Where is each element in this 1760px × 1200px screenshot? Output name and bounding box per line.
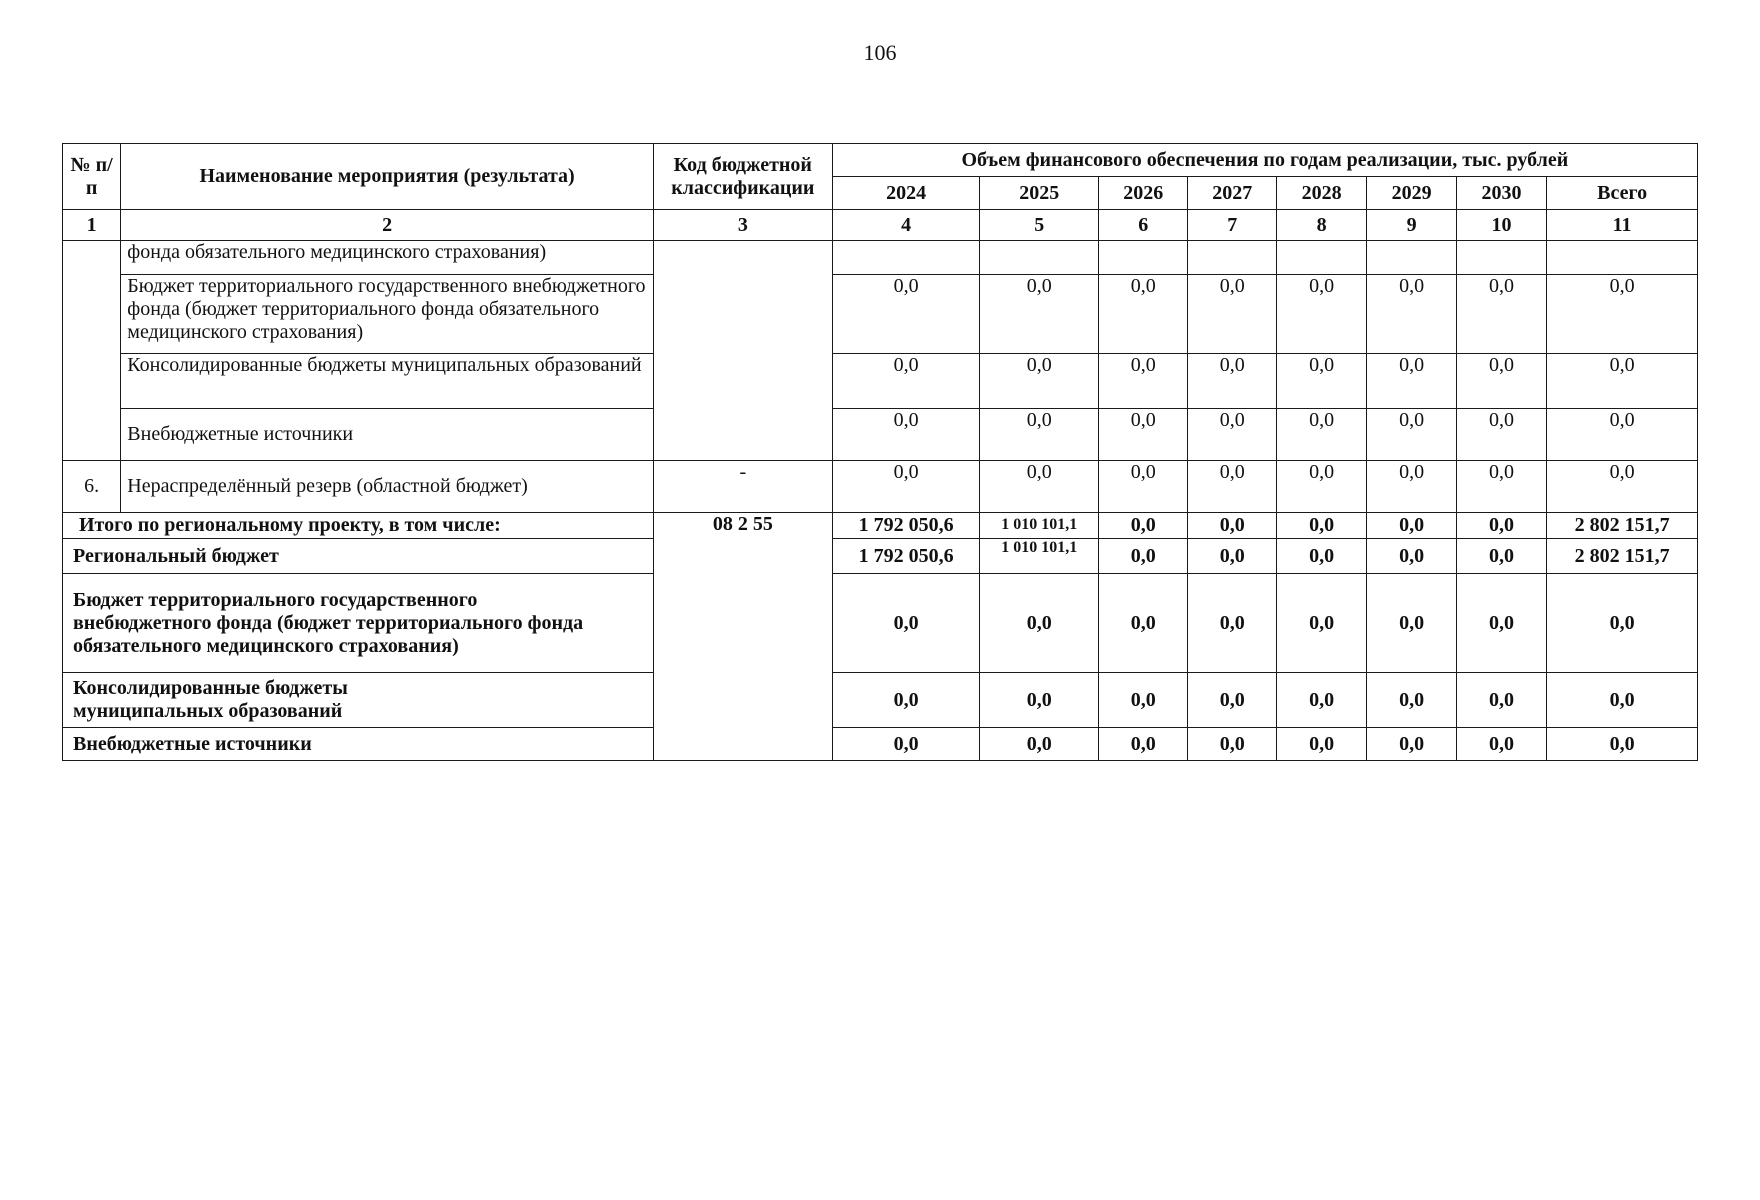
cell-value: 0,0 [1367,513,1456,539]
cell-value: 0,0 [1276,673,1366,728]
cell-value: 0,0 [1099,574,1188,673]
cell-value: 0,0 [1367,354,1456,409]
cell-value: 0,0 [1276,574,1366,673]
total-row [63,513,1698,539]
column-number: 2 [121,210,654,241]
column-number: 4 [832,210,980,241]
header-year: 2024 [832,177,980,210]
cell-value: 0,0 [1547,461,1698,513]
cell-value: 0,0 [980,461,1099,513]
cell-value: 0,0 [1276,275,1366,354]
cell-value: 0,0 [1367,409,1456,461]
cell-value: 0,0 [980,354,1099,409]
header-year: 2027 [1188,177,1276,210]
header-year: 2026 [1099,177,1188,210]
total-label: Бюджет территориального государственного внебюджетного фонда (бюджет территориального фонда обязательного медицинского страхования) [63,574,654,673]
cell-value: 0,0 [1367,673,1456,728]
cell-value: 0,0 [1099,275,1188,354]
cell-value: 0,0 [1367,461,1456,513]
cell-value: 0,0 [1276,728,1366,761]
cell-value: 0,0 [980,409,1099,461]
table-row [63,409,1698,461]
cell-value: 0,0 [1099,539,1188,574]
cell-value: 0,0 [1099,461,1188,513]
column-number: 7 [1188,210,1276,241]
row-code-empty [653,241,832,461]
cell-value: 0,0 [1367,539,1456,574]
cell-value: 0,0 [1099,728,1188,761]
column-number: 5 [980,210,1099,241]
cell-value: 0,0 [832,409,980,461]
row-name: Консолидированные бюджеты муниципальных образований [121,354,654,409]
table-row [63,354,1698,409]
cell-value: 2 802 151,7 [1547,539,1698,574]
total-code: 08 2 55 [653,513,832,761]
cell-value: 0,0 [1188,409,1276,461]
cell-value: 0,0 [1188,461,1276,513]
cell-value: 0,0 [1188,574,1276,673]
cell-value: 2 802 151,7 [1547,513,1698,539]
total-row [63,673,1698,728]
column-number: 10 [1456,210,1546,241]
total-row [63,728,1698,761]
cell-value: 0,0 [1367,574,1456,673]
total-label: Консолидированные бюджеты муниципальных образований [63,673,654,728]
column-number: 6 [1099,210,1188,241]
header-code: Код бюджетной классификации [653,144,832,210]
row-name: Бюджет территориального государственного внебюджетного фонда (бюджет территориального фонда обязательного медицинского страхования) [121,275,654,354]
header-name: Наименование мероприятия (результата) [121,144,654,210]
cell-value: 0,0 [1456,275,1546,354]
table-row [63,461,1698,513]
cell-value: 0,0 [832,461,980,513]
header-year: 2025 [980,177,1099,210]
cell-value: 0,0 [1276,539,1366,574]
cell-value: 0,0 [1099,513,1188,539]
cell-value: 0,0 [1276,409,1366,461]
cell-value: 0,0 [1456,673,1546,728]
cell-value: 0,0 [832,728,980,761]
cell-value: 0,0 [980,673,1099,728]
cell-value: 0,0 [1188,275,1276,354]
cell-value: 0,0 [1456,728,1546,761]
row-code: - [653,461,832,513]
cell-value: 0,0 [832,574,980,673]
cell-value: 0,0 [980,275,1099,354]
header-year: 2028 [1276,177,1366,210]
cell-value: 0,0 [1456,513,1546,539]
cell-value: 0,0 [1456,354,1546,409]
cell-value: 0,0 [1188,728,1276,761]
column-number: 11 [1547,210,1698,241]
header-num: № п/п [63,144,121,210]
cell-value: 1 010 101,1 [980,513,1099,539]
total-label: Итого по региональному проекту, в том числе: [63,513,654,539]
cell-value: 0,0 [1456,409,1546,461]
cell-value: 0,0 [832,673,980,728]
page-number: 106 [863,40,897,65]
header-year: 2030 [1456,177,1546,210]
row-name: фонда обязательного медицинского страхования) [121,241,654,275]
cell-value: 0,0 [1099,409,1188,461]
row-num: 6. [63,461,121,513]
cell-value: 0,0 [1099,673,1188,728]
row-name: Нераспределённый резерв (областной бюджет) [121,461,654,513]
cell-value: 1 792 050,6 [832,513,980,539]
total-row [63,574,1698,673]
cell-value: 0,0 [1547,354,1698,409]
cell-value: 0,0 [1188,673,1276,728]
table-row [63,241,1698,275]
table-row [63,275,1698,354]
cell-value: 0,0 [1367,275,1456,354]
cell-value: 0,0 [1367,728,1456,761]
cell-value: 0,0 [1547,673,1698,728]
cell-value: 0,0 [1188,539,1276,574]
header-total: Всего [1547,177,1698,210]
cell-value: 0,0 [980,728,1099,761]
total-label: Внебюджетные источники [63,728,654,761]
cell-value: 0,0 [1276,354,1366,409]
total-label: Региональный бюджет [63,539,654,574]
cell-value: 0,0 [1547,574,1698,673]
cell-value: 0,0 [1547,275,1698,354]
row-name: Внебюджетные источники [121,409,654,461]
cell-value: 1 792 050,6 [832,539,980,574]
header-volume: Объем финансового обеспечения по годам реализации, тыс. рублей [832,144,1697,177]
cell-value: 0,0 [1188,354,1276,409]
cell-value: 0,0 [832,275,980,354]
column-number: 3 [653,210,832,241]
cell-value: 1 010 101,1 [980,539,1099,574]
cell-value: 0,0 [832,354,980,409]
cell-value: 0,0 [1099,354,1188,409]
cell-value: 0,0 [1456,574,1546,673]
cell-value: 0,0 [980,574,1099,673]
cell-value: 0,0 [1276,513,1366,539]
column-number: 9 [1367,210,1456,241]
cell-value: 0,0 [1456,539,1546,574]
cell-value: 0,0 [1547,409,1698,461]
cell-value: 0,0 [1547,728,1698,761]
header-year: 2029 [1367,177,1456,210]
cell-value: 0,0 [1276,461,1366,513]
financing-table [62,143,1698,761]
column-number: 1 [63,210,121,241]
cell-value: 0,0 [1456,461,1546,513]
cell-value: 0,0 [1188,513,1276,539]
column-number: 8 [1276,210,1366,241]
total-row [63,539,1698,574]
row-num-empty [63,241,121,461]
